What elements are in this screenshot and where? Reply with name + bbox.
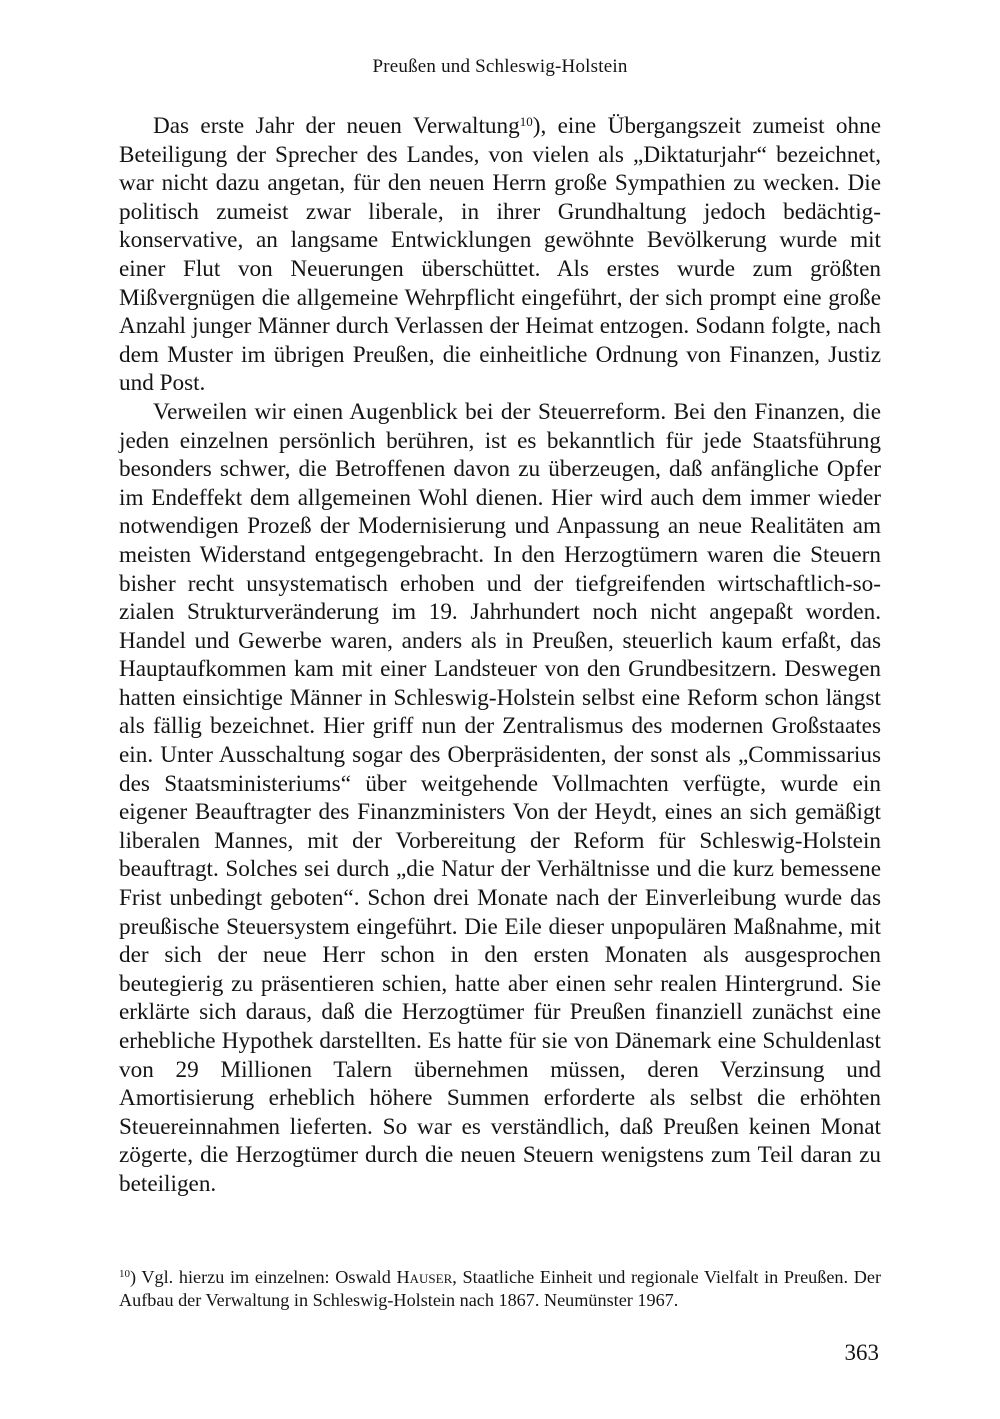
main-text xyxy=(119,112,881,1199)
footnote-author: Hauser xyxy=(396,1267,453,1287)
paragraph-1 xyxy=(119,112,881,398)
paragraph-1-start: Das erste Jahr der neuen Verwaltung xyxy=(153,113,520,139)
footnote xyxy=(119,1266,881,1311)
paragraph-1-rest: ), eine Übergangszeit zumeist ohne Beteiligung der Sprecher des Landes, von vielen als „Diktaturjahr“ bezeichnet, war nicht dazu angetan, für den neuen Herrn große Sympathien zu wecken. Die politisch zumeist zwar liberale, in ihrer Grundhaltung jedoch bedächtig-konservative, an langsame Entwicklungen gewöhnte Bevölkerung wurde mit einer Flut von Neuerungen überschüttet. Als erstes wurde zum größten Mißvergnügen die allgemeine Wehrpflicht eingeführt, der sich prompt eine große Anzahl junger Männer durch Verlassen der Heimat entzogen. Sodann folgte, nach dem Muster im übrigen Preußen, die einheitliche Ordnung von Finanzen, Justiz und Post. xyxy=(119,113,881,397)
running-head: Preußen und Schleswig-Holstein xyxy=(372,56,628,77)
footnote-text-rest: , Staatliche Einheit und regionale Vielfalt in Preußen. Der Aufbau der Verwaltung in Schleswig-Holstein nach 1867. Neumünster 1967. xyxy=(119,1267,881,1310)
footnote-text-start: ) Vgl. hierzu im einzelnen: Oswald xyxy=(130,1267,397,1287)
page-number: 363 xyxy=(844,1340,879,1365)
footnote-reference: 10 xyxy=(519,114,533,129)
footnote-marker: 10 xyxy=(119,1268,130,1280)
paragraph-2: Verweilen wir einen Augenblick bei der Steuerreform. Bei den Finanzen, die jeden einzelnen persönlich berühren, ist es bekanntlich für jede Staatsführung besonders schwer, die Betroffenen davon zu überzeugen, daß anfängliche Opfer im Endeffekt dem allgemeinen Wohl dienen. Hier wird auch dem immer wieder notwendigen Prozeß der Modernisierung und Anpassung an neue Realitäten am meisten Widerstand entgegengebracht. In den Herzogtümern waren die Steuern bisher recht unsystematisch erhoben und der tiefgreifenden wirtschaftlich-sozialen Strukturveränderung im 19. Jahrhundert noch nicht angepaßt worden. Handel und Gewerbe waren, anders als in Preußen, steuerlich kaum erfaßt, das Hauptaufkommen kam mit einer Landsteuer von den Grundbesitzern. Deswegen hatten einsichtige Männer in Schleswig-Holstein selbst eine Reform schon längst als fällig bezeichnet. Hier griff nun der Zentralismus des modernen Großstaates ein. Unter Ausschaltung sogar des Oberpräsidenten, der sonst als „Commissarius des Staatsministeriums“ über weitgehende Vollmachten verfügte, wurde ein eigener Beauftragter des Finanzministers Von der Heydt, eines an sich gemäßigt liberalen Mannes, mit der Vorbereitung der Reform für Schleswig-Holstein beauftragt. Solches sei durch „die Natur der Verhältnisse und die kurz bemessene Frist unbedingt geboten“. Schon drei Monate nach der Einverleibung wurde das preußische Steuersystem eingeführt. Die Eile dieser unpopulären Maßnahme, mit der sich der neue Herr schon in den ersten Monaten als ausgesprochen beutegierig zu präsentieren schien, hatte aber einen sehr realen Hintergrund. Sie erklärte sich daraus, daß die Herzogtümer für Preußen finanziell zunächst eine erhebliche Hypothek darstellten. Es hatte für sie von Dänemark eine Schuldenlast von 29 Millionen Talern übernehmen müssen, deren Verzinsung und Amortisierung erheblich höhere Summen erforderte als selbst die erhöhten Steuereinnahmen lieferten. So war es verständlich, daß Preußen keinen Monat zögerte, die Herzogtümer durch die neuen Steuern wenigstens zum Teil daran zu beteiligen. xyxy=(119,398,881,1197)
